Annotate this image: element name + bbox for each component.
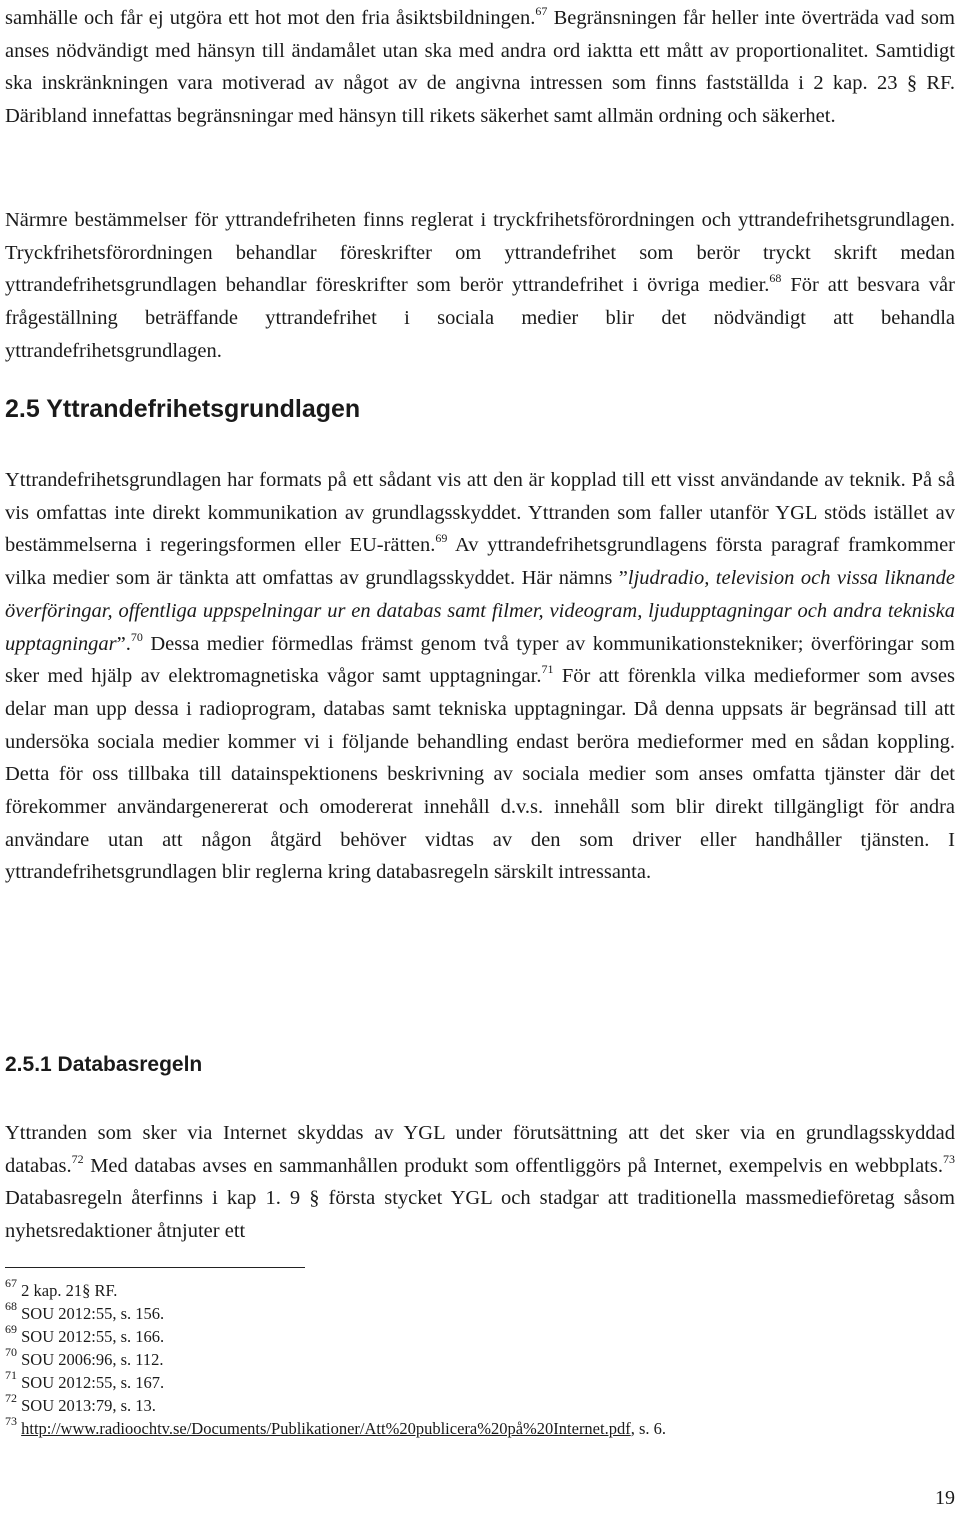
footnote-number: 72 xyxy=(5,1391,17,1405)
footnote-item xyxy=(5,1414,955,1440)
footnote-number: 71 xyxy=(5,1368,17,1382)
footnote-number: 73 xyxy=(5,1414,17,1428)
paragraph-text: Yttranden som sker via Internet skyddas av YGL under förutsättning att det sker via en grundlagsskyddad databas. xyxy=(5,1122,955,1177)
footnote-item xyxy=(5,1391,955,1417)
footnote-item xyxy=(5,1276,955,1302)
paragraph-text: Yttrandefrihetsgrundlagen har formats på ett sådant vis att den är kopplad till ett visst användande av teknik. På så vis omfattas inte direkt kommunikation av grundlagsskyddet. Yttranden som faller utanför YGL stöds istället av bestämmelserna i regeringsformen eller EU-rätten. xyxy=(5,469,955,557)
footnote-number: 68 xyxy=(5,1299,17,1313)
section-heading-2-5: 2.5 Yttrandefrihetsgrundlagen xyxy=(5,395,361,423)
paragraph-text: samhälle och får ej utgöra ett hot mot den fria åsiktsbildningen. xyxy=(5,7,536,29)
footnote-number: 67 xyxy=(5,1276,17,1290)
footnote-item xyxy=(5,1345,955,1371)
quoted-text: ljudradio, television och vissa liknande överföringar, offentliga uppspelningar ur en databas samt filmer, videogram, ljudupptagningar och andra tekniska upptagningar xyxy=(5,567,955,655)
footnote-item xyxy=(5,1368,955,1394)
page-number: 19 xyxy=(935,1487,955,1509)
footnote-text: SOU 2012:55, s. 167. xyxy=(21,1373,165,1392)
paragraph-text: Av yttrandefrihetsgrundlagens första paragraf framkommer vilka medier som är tänkta att omfattas av grundlagsskyddet. Här nämns ” xyxy=(5,534,955,590)
footnote-text: SOU 2013:79, s. 13. xyxy=(21,1396,156,1415)
footnote-text: SOU 2012:55, s. 166. xyxy=(21,1327,165,1346)
paragraph-narmre xyxy=(5,204,955,368)
paragraph-opening xyxy=(5,2,955,133)
footnote-separator xyxy=(5,1267,305,1268)
footnote-ref-69[interactable]: 69 xyxy=(435,531,448,546)
footnote-list xyxy=(5,1276,955,1440)
footnote-ref-72[interactable]: 72 xyxy=(71,1151,84,1166)
footnote-number: 69 xyxy=(5,1322,17,1336)
footnote-ref-68[interactable]: 68 xyxy=(769,271,782,286)
paragraph-text: Begränsningen får heller inte överträda vad som anses nödvändigt med hänsyn till ändamålet utan ska med andra ord iaktta ett mått av proportionalitet. Samtidigt ska inskränkningen vara motiverad av något av de angivna intressen som finns fastställda i 2 kap. 23 § RF. Däribland innefattas begränsningar med hänsyn till rikets säkerhet samt allmän ordning och säkerhet. xyxy=(5,7,955,128)
section-heading-2-5-1: 2.5.1 Databasregeln xyxy=(5,1053,203,1076)
paragraph-text: ”. xyxy=(116,632,131,655)
footnote-ref-67[interactable]: 67 xyxy=(535,4,548,18)
footnote-number: 70 xyxy=(5,1345,17,1359)
paragraph-ygl xyxy=(5,464,955,889)
paragraph-text: Närmre bestämmelser för yttrandefriheten finns reglerat i tryckfrihetsförordningen och yttrandefrihetsgrundlagen. Tryckfrihetsförordningen behandlar föreskrifter om yttrandefrihet som berör tryckt skrift medan yttrandefrihetsgrundlagen behandlar föreskrifter som berör yttrandefrihet i övriga medier. xyxy=(5,209,955,297)
paragraph-text: Databasregeln återfinns i kap 1. 9 § första stycket YGL och stadgar att traditionella massmedieföretag såsom nyhetsredaktioner åtnjuter ett xyxy=(5,1187,955,1243)
paragraph-text: För att förenkla vilka medieformer som avses delar man upp dessa i radioprogram, databas samt tekniska upptagningar. Då denna uppsats är begränsad till att undersöka sociala medier kommer vi i följande behandling endast beröra medieformer med en sådan koppling. Detta för oss tillbaka till datainspektionens beskrivning av sociala medier som anses omfatta tjänster där det förekommer användargenererat och omodererat innehåll d.v.s. innehåll som blir direkt tillgängligt för andra användare utan att någon åtgärd behöver vidtas av den som driver eller handhåller tjänsten. I yttrandefrihetsgrundlagen blir reglerna kring databasregeln särskilt intressanta. xyxy=(5,665,955,884)
footnote-text: , s. 6. xyxy=(630,1419,667,1438)
footnote-text: SOU 2012:55, s. 156. xyxy=(21,1304,165,1323)
paragraph-databas xyxy=(5,1117,955,1248)
footnote-ref-70[interactable]: 70 xyxy=(130,629,143,644)
footnote-link[interactable]: http://www.radioochtv.se/Documents/Publikationer/Att%20publicera%20på%20Internet.pdf xyxy=(21,1419,631,1438)
paragraph-text: För att besvara vår frågeställning beträffande yttrandefrihet i sociala medier blir det nödvändigt att behandla yttrandefrihetsgrundlagen. xyxy=(5,274,955,362)
footnote-ref-71[interactable]: 71 xyxy=(541,662,554,677)
paragraph-text: Dessa medier förmedlas främst genom två typer av kommunikationstekniker; överföringar som sker med hjälp av elektromagnetiska vågor samt upptagningar. xyxy=(5,632,955,688)
footnote-text: SOU 2006:96, s. 112. xyxy=(21,1350,164,1369)
paragraph-text: Med databas avses en sammanhållen produkt som offentliggörs på Internet, exempelvis en webbplats. xyxy=(83,1154,943,1177)
footnote-text: 2 kap. 21§ RF. xyxy=(21,1281,118,1300)
footnote-item xyxy=(5,1299,955,1325)
footnote-item xyxy=(5,1322,955,1348)
footnote-ref-73[interactable]: 73 xyxy=(943,1151,955,1166)
